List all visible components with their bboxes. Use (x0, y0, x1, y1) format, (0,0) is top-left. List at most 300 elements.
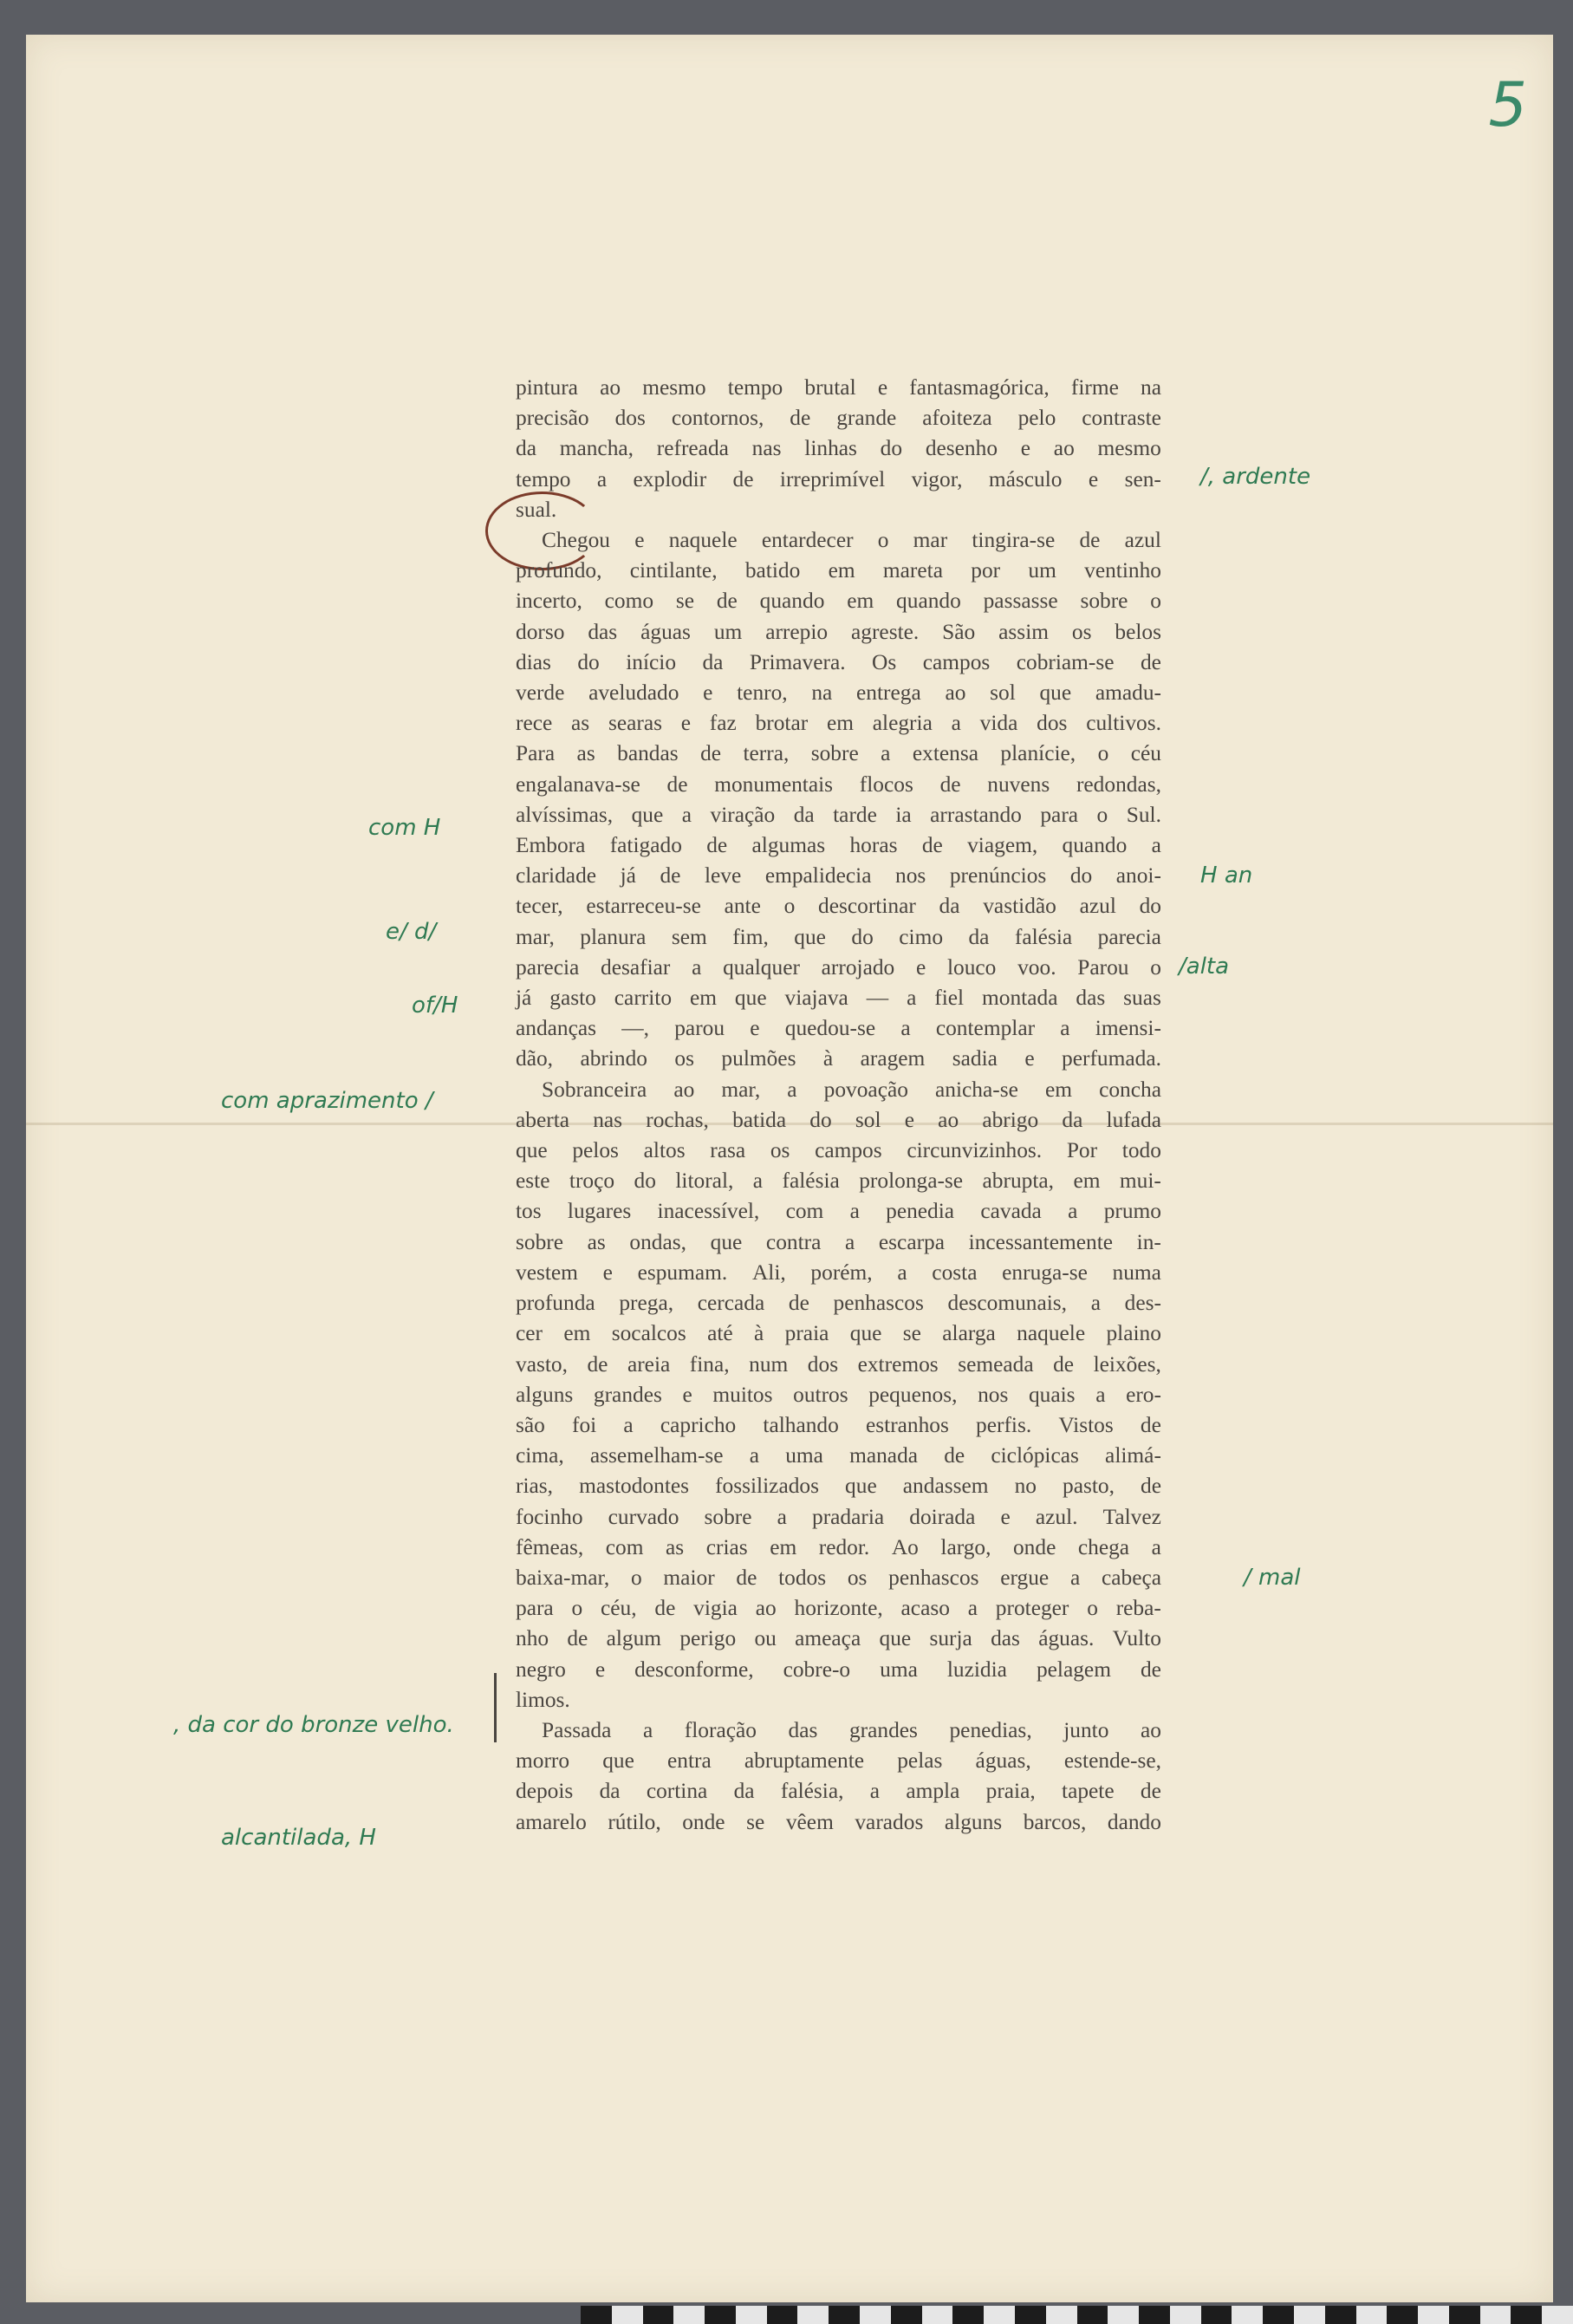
word: grandes (848, 1717, 918, 1742)
word: profunda (516, 1291, 595, 1316)
text-line (516, 1624, 1161, 1654)
word: em (563, 1321, 591, 1346)
word: dos (614, 406, 646, 431)
word: Passada (542, 1717, 612, 1742)
word: mesmo (1097, 436, 1161, 461)
word: fiel (934, 986, 965, 1011)
word: focinho (516, 1504, 583, 1529)
word: rias, (516, 1474, 554, 1499)
word: de (788, 1291, 809, 1316)
word: enruga-se (1002, 1260, 1088, 1285)
word: fossilizados (715, 1474, 819, 1499)
word: descomunais, (947, 1291, 1068, 1316)
word: searas (608, 711, 662, 736)
word: cer (516, 1321, 543, 1346)
word: ao (673, 1077, 695, 1102)
word: floração (684, 1717, 757, 1742)
word: onde (1012, 1534, 1056, 1559)
text-line (516, 983, 1161, 1013)
word: e (1088, 466, 1099, 491)
word: em (1044, 1077, 1072, 1102)
text-line (516, 1502, 1161, 1533)
word: são (516, 1412, 545, 1437)
word: cabeça (1101, 1565, 1161, 1590)
word: louco (946, 954, 997, 980)
word: espumam. (637, 1260, 728, 1285)
word: perfumada. (1062, 1046, 1161, 1071)
word: Primavera. (749, 649, 846, 674)
word: a (845, 1229, 855, 1254)
word: extremos (857, 1351, 939, 1377)
word: pelagem (1036, 1657, 1111, 1682)
word: ia (895, 802, 912, 827)
word: varados (855, 1809, 924, 1834)
word: uma (880, 1657, 918, 1682)
word: acaso (900, 1596, 950, 1621)
word: penhascos (833, 1291, 924, 1316)
word: falésia (1014, 924, 1073, 949)
word: de (790, 406, 811, 431)
word: Vulto (1112, 1626, 1161, 1651)
word: que (734, 986, 767, 1011)
word: pelos (572, 1138, 619, 1163)
word: planície, (1000, 741, 1076, 766)
word: desenho (925, 436, 998, 461)
text-line (516, 1746, 1161, 1776)
word: Ali, (751, 1260, 786, 1285)
word: doirada (909, 1504, 976, 1529)
word: céu (1130, 741, 1161, 766)
word: —, (621, 1016, 650, 1041)
word: pradaria (812, 1504, 885, 1529)
word: pelo (1017, 406, 1056, 431)
word: praia, (985, 1779, 1036, 1804)
word: a (849, 1199, 860, 1224)
word: Parou (1077, 954, 1129, 980)
word: os (1071, 619, 1092, 644)
word: o (783, 894, 796, 919)
word: onde (682, 1809, 725, 1834)
word: sadia (952, 1046, 998, 1071)
word: fêmeas, (516, 1534, 584, 1559)
text-line (516, 1593, 1161, 1624)
text-line (516, 1013, 1161, 1044)
word: do (577, 649, 600, 674)
margin-note-e-d: e/ d/ (386, 919, 437, 945)
word: alguns (516, 1382, 574, 1407)
word: a (777, 1504, 787, 1529)
word: na (811, 680, 833, 706)
word: sol (855, 1107, 881, 1132)
text-line (516, 648, 1161, 678)
margin-note-alcantilada: alcantilada, H (221, 1825, 376, 1851)
word: belos (1115, 619, 1161, 644)
text-line (516, 373, 1161, 403)
word: das (991, 1626, 1020, 1651)
word: muitos (712, 1382, 773, 1407)
word: o (630, 1565, 642, 1590)
word: ao (755, 1596, 777, 1621)
margin-note-com-aprazimento: com aprazimento / (221, 1088, 433, 1114)
word: águas (640, 619, 691, 644)
word: Sul. (1126, 802, 1161, 827)
color-scale-bar (581, 2306, 1573, 2324)
word: numa (1112, 1260, 1161, 1285)
word: abrindo (580, 1046, 647, 1071)
word: surja (929, 1626, 972, 1651)
word: dos (1037, 711, 1068, 736)
word: abrigo (982, 1107, 1039, 1132)
margin-note-h-an: H an (1200, 863, 1253, 889)
text-line (516, 922, 1161, 953)
text-line (516, 830, 1161, 861)
text-line (516, 1807, 1161, 1838)
word: inacessível, (657, 1199, 760, 1224)
word: estende-se, (1063, 1748, 1161, 1774)
text-line (516, 1227, 1161, 1258)
word: afoiteza (922, 406, 992, 431)
word: prumo (1103, 1199, 1161, 1224)
word: profundo, (516, 558, 602, 583)
text-line (516, 1350, 1161, 1380)
text-line (516, 586, 1161, 616)
word: refreada (656, 436, 729, 461)
word: lufada (1106, 1107, 1161, 1132)
word: cintilante, (629, 558, 718, 583)
text-line (516, 1655, 1161, 1685)
word: concha (1099, 1077, 1161, 1102)
word: mar (913, 528, 948, 553)
typed-text-block (516, 373, 1161, 1838)
word: planura (580, 924, 647, 949)
word: des- (1124, 1291, 1161, 1316)
word: que (845, 1474, 877, 1499)
word: e (904, 1107, 914, 1132)
word: andanças (516, 1016, 597, 1041)
word: a (749, 1443, 760, 1468)
word: o (1150, 589, 1161, 614)
word: se (902, 1321, 921, 1346)
word: grandes (593, 1382, 662, 1407)
word: anicha-se (935, 1077, 1018, 1102)
word: de (732, 466, 754, 491)
word: anoi- (1115, 863, 1161, 889)
word: uma (785, 1443, 823, 1468)
word: sem (671, 924, 707, 949)
word: dorso (516, 619, 565, 644)
word: suas (1123, 986, 1161, 1011)
word: praia (784, 1321, 829, 1346)
word: parou (674, 1016, 725, 1041)
word: prolonga-se (859, 1169, 964, 1194)
word: todo (1121, 1138, 1161, 1163)
word: da (793, 802, 815, 827)
word: areia (627, 1351, 671, 1377)
word: as (666, 1534, 685, 1559)
word: algumas (751, 833, 826, 858)
word: das (1076, 986, 1106, 1011)
word: explodir (633, 466, 707, 491)
word: de (660, 863, 681, 889)
word: gasto (549, 986, 596, 1011)
word: ao (938, 1107, 959, 1132)
word: contra (765, 1229, 822, 1254)
word: precisão (516, 406, 589, 431)
margin-note-of-h: of/H (412, 993, 458, 1019)
word: ao (945, 680, 966, 706)
word: mar, (516, 924, 555, 949)
word: as (571, 711, 590, 736)
text-line (516, 1380, 1161, 1410)
word: o (571, 1596, 583, 1621)
word: e (703, 680, 713, 706)
word: de (1140, 1412, 1161, 1437)
text-line (516, 1410, 1161, 1441)
word: alarga (942, 1321, 996, 1346)
word: dando (1107, 1809, 1161, 1834)
word: assemelham-se (589, 1443, 724, 1468)
word: em (847, 589, 874, 614)
word: penedia (886, 1199, 955, 1224)
word: engalanava-se (516, 771, 640, 797)
word: o (877, 528, 889, 553)
word: da (702, 649, 724, 674)
word: carrito (614, 986, 673, 1011)
word: perfis. (976, 1412, 1032, 1437)
word: grande (836, 406, 897, 431)
word: de (736, 1565, 757, 1590)
text-line (516, 739, 1161, 769)
word: aveludado (588, 680, 679, 706)
text-line (516, 525, 1161, 556)
margin-bracket (494, 1673, 497, 1742)
word: socalcos (611, 1321, 686, 1346)
word: a (1060, 1016, 1070, 1041)
word: tapete (1062, 1779, 1115, 1804)
text-line (516, 433, 1161, 464)
word: alimá- (1105, 1443, 1161, 1468)
word: tos (516, 1199, 542, 1224)
word: do (1069, 863, 1093, 889)
word: em (689, 986, 717, 1011)
word: como (604, 589, 654, 614)
word: penedias, (949, 1717, 1032, 1742)
word: de (939, 771, 961, 797)
word: cobre-o (783, 1657, 851, 1682)
word: os (847, 1565, 868, 1590)
word: contemplar (935, 1016, 1036, 1041)
word: tempo (727, 375, 783, 400)
word: escarpa (878, 1229, 946, 1254)
word: de (706, 833, 728, 858)
word: desconforme, (634, 1657, 754, 1682)
word: a (752, 1169, 764, 1194)
word: parecia (1097, 924, 1161, 949)
word: alvíssimas, (516, 802, 614, 827)
word: capricho (660, 1412, 737, 1437)
word: em (826, 711, 854, 736)
word: que (879, 1626, 912, 1651)
word: amadu- (1095, 680, 1161, 706)
word: alguns (944, 1809, 1003, 1834)
word: Sobranceira (542, 1077, 647, 1102)
word: azul. (1035, 1504, 1078, 1529)
word: da (968, 924, 990, 949)
word: prega, (619, 1291, 674, 1316)
word: altos (643, 1138, 686, 1163)
word: brotar (755, 711, 809, 736)
word: a (1090, 1291, 1101, 1316)
word: de (944, 1443, 965, 1468)
word: in- (1136, 1229, 1161, 1254)
word: andassem (902, 1474, 989, 1499)
word: costa (932, 1260, 978, 1285)
word: do (851, 924, 874, 949)
text-line (516, 1166, 1161, 1196)
word: de (567, 1626, 588, 1651)
word: um (713, 619, 743, 644)
word: e (1024, 1046, 1035, 1071)
word: fantasmagórica, (909, 375, 1050, 400)
word: de (1053, 1351, 1075, 1377)
word: da (516, 436, 536, 461)
text-line (516, 800, 1161, 830)
word: viajava (784, 986, 848, 1011)
text-line (516, 1258, 1161, 1288)
word: foi (572, 1412, 597, 1437)
word: Embora (516, 833, 586, 858)
text-line (516, 1563, 1161, 1593)
word: batida (732, 1107, 787, 1132)
word: cimo (899, 924, 944, 949)
word: pasto, (1063, 1474, 1115, 1499)
word: cobriam-se (1016, 649, 1115, 674)
word: horizonte, (794, 1596, 883, 1621)
word: do (1139, 894, 1161, 919)
word: Os (872, 649, 897, 674)
text-line (516, 861, 1161, 891)
word: dias (516, 649, 551, 674)
word: que (602, 1748, 634, 1774)
word: dos (807, 1351, 839, 1377)
word: o (1150, 954, 1161, 980)
word: maior (663, 1565, 715, 1590)
word: falésia (782, 1169, 840, 1194)
folio-number: 5 (1488, 69, 1527, 140)
word: nos (895, 863, 926, 889)
word: de (587, 1351, 608, 1377)
word: contornos, (671, 406, 764, 431)
word: crias (705, 1534, 748, 1559)
word: o (1096, 802, 1108, 827)
word: de (716, 589, 738, 614)
word: quais (1028, 1382, 1076, 1407)
word: e (750, 1016, 760, 1041)
word: e (1020, 436, 1031, 461)
word: das (788, 1717, 818, 1742)
word: entra (667, 1748, 712, 1774)
word: vasto, (516, 1351, 568, 1377)
word: a (951, 711, 961, 736)
word: águas. (1038, 1626, 1095, 1651)
word: nos (978, 1382, 1009, 1407)
word: tenro, (737, 680, 788, 706)
word: o (1097, 741, 1109, 766)
word: reba- (1115, 1596, 1161, 1621)
word: redondas, (1076, 771, 1161, 797)
word: cortina (646, 1779, 708, 1804)
word: estranhos (865, 1412, 949, 1437)
word: ventinho (1084, 558, 1161, 583)
word: e (634, 528, 645, 553)
word: campos (922, 649, 991, 674)
word: horas (849, 833, 898, 858)
word: já (620, 863, 636, 889)
word: São (942, 619, 976, 644)
word: a (681, 802, 692, 827)
word: assim (998, 619, 1049, 644)
text-line (516, 1044, 1161, 1074)
word: fina, (689, 1351, 730, 1377)
word: incerto, (516, 589, 582, 614)
word: que (631, 802, 664, 827)
word: a (692, 954, 702, 980)
word: quando (1062, 833, 1128, 858)
word: barcos, (1023, 1809, 1087, 1834)
word: litoral, (675, 1169, 734, 1194)
word: lugares (567, 1199, 632, 1224)
word: da (733, 1779, 755, 1804)
word: que (849, 1321, 882, 1346)
word: ondas, (629, 1229, 686, 1254)
word: sol (990, 680, 1016, 706)
word: cima, (516, 1443, 564, 1468)
word: mastodontes (579, 1474, 690, 1499)
word: e (595, 1657, 606, 1682)
word: redor. (818, 1534, 870, 1559)
word: de (1140, 1657, 1161, 1682)
word: até (707, 1321, 733, 1346)
word: e (680, 711, 692, 736)
word: tarde (833, 802, 877, 827)
word: e (915, 954, 926, 980)
word: a (881, 741, 891, 766)
word: descortinar (818, 894, 916, 919)
word: entrega (856, 680, 921, 706)
margin-note-mal: / mal (1244, 1565, 1301, 1591)
word: pequenos, (868, 1382, 958, 1407)
text-line (516, 556, 1161, 586)
word: viração (710, 802, 776, 827)
text-line (516, 1288, 1161, 1318)
margin-note-alta: /alta (1179, 954, 1230, 980)
word: montada (982, 986, 1058, 1011)
word: e (1000, 1504, 1011, 1529)
word: do (880, 436, 903, 461)
word: a (900, 1016, 911, 1041)
word: entardecer (761, 528, 854, 553)
word: a (967, 1596, 978, 1621)
word: os (674, 1046, 694, 1071)
word: sobre (516, 1229, 563, 1254)
word: plaino (1106, 1321, 1161, 1346)
word: semeada (958, 1351, 1034, 1377)
word: flocos (859, 771, 913, 797)
word: pintura (516, 375, 578, 400)
word: terra, (743, 741, 790, 766)
word: fim, (732, 924, 769, 949)
word: voo. (1017, 954, 1056, 980)
